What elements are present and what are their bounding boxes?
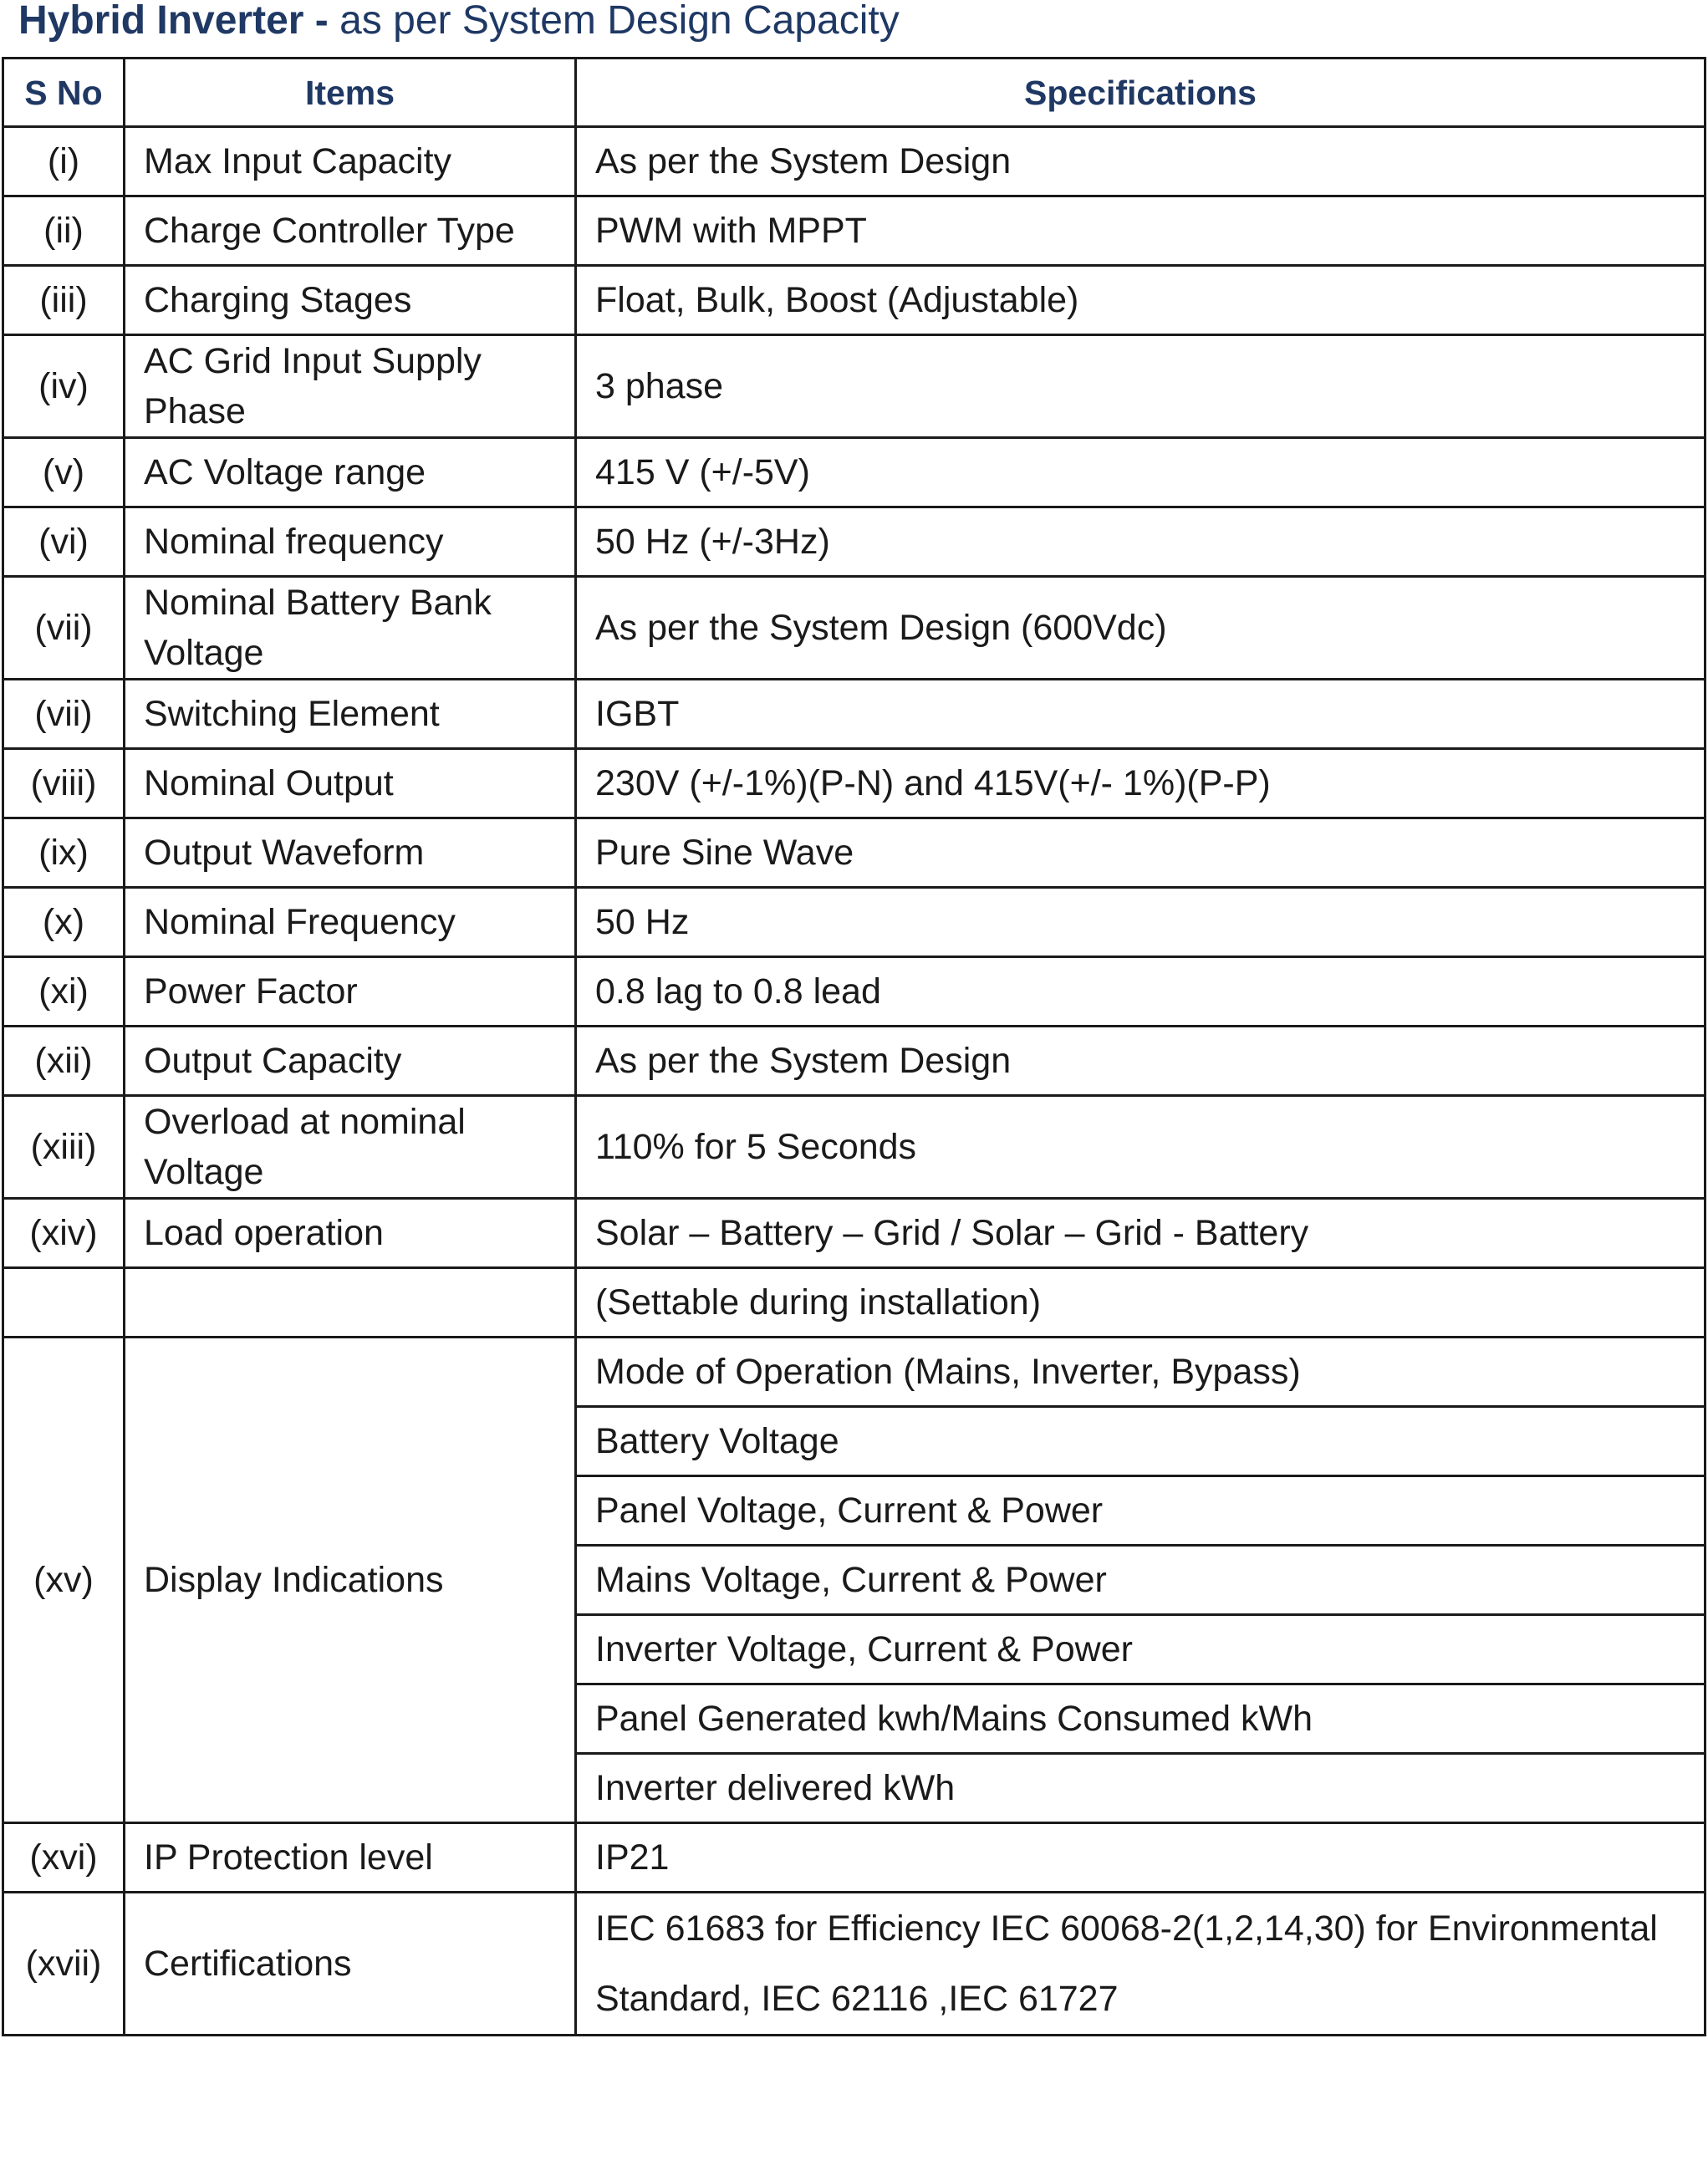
table-row <box>3 749 1705 818</box>
row-sno: (xiii) <box>3 1096 125 1199</box>
row-item: Output Capacity <box>125 1027 576 1096</box>
table-row <box>3 957 1705 1027</box>
table-row <box>3 1096 1705 1199</box>
table-row <box>3 818 1705 888</box>
table-row <box>3 507 1705 577</box>
row-spec: IEC 61683 for Efficiency IEC 60068-2(1,2,14,30) for Environmental Standard, IEC 62116 ,IEC 61727 <box>576 1893 1705 2036</box>
row-spec: 415 V (+/-5V) <box>576 438 1705 507</box>
row-spec: 50 Hz <box>576 888 1705 957</box>
title-bold: Hybrid Inverter - <box>18 0 329 43</box>
row-spec: Solar – Battery – Grid / Solar – Grid - Battery <box>576 1199 1705 1268</box>
row-spec: Inverter delivered kWh <box>576 1754 1705 1823</box>
row-sno: (x) <box>3 888 125 957</box>
table-header-row <box>3 59 1705 127</box>
header-sno: S No <box>3 59 125 127</box>
row-sno: (xvii) <box>3 1893 125 2036</box>
title-rest: as per System Design Capacity <box>328 0 900 43</box>
row-sno: (viii) <box>3 749 125 818</box>
header-specifications: Specifications <box>576 59 1705 127</box>
table-row <box>3 1823 1705 1893</box>
row-sno: (iv) <box>3 335 125 438</box>
row-item: Max Input Capacity <box>125 127 576 196</box>
table-row <box>3 1893 1705 2036</box>
table-row <box>3 1338 1705 1407</box>
row-spec: (Settable during installation) <box>576 1268 1705 1338</box>
row-spec: IP21 <box>576 1823 1705 1893</box>
row-sno: (xvi) <box>3 1823 125 1893</box>
row-spec: Battery Voltage <box>576 1407 1705 1476</box>
row-sno: (iii) <box>3 266 125 335</box>
row-item: Output Waveform <box>125 818 576 888</box>
row-item: Overload at nominal Voltage <box>125 1096 576 1199</box>
header-items: Items <box>125 59 576 127</box>
table-row <box>3 1199 1705 1268</box>
table-row <box>3 1268 1705 1338</box>
row-sno: (xv) <box>3 1338 125 1823</box>
table-row <box>3 266 1705 335</box>
row-spec: As per the System Design <box>576 1027 1705 1096</box>
row-sno: (vii) <box>3 577 125 680</box>
row-spec: Panel Generated kwh/Mains Consumed kWh <box>576 1684 1705 1754</box>
row-item: AC Grid Input Supply Phase <box>125 335 576 438</box>
table-row <box>3 127 1705 196</box>
row-spec: Mode of Operation (Mains, Inverter, Bypass) <box>576 1338 1705 1407</box>
spec-table <box>2 57 1706 2036</box>
table-row <box>3 577 1705 680</box>
table-row <box>3 888 1705 957</box>
row-sno: (ix) <box>3 818 125 888</box>
row-spec: 50 Hz (+/-3Hz) <box>576 507 1705 577</box>
row-sno: (vi) <box>3 507 125 577</box>
row-item: IP Protection level <box>125 1823 576 1893</box>
row-item: Load operation <box>125 1199 576 1268</box>
table-row <box>3 196 1705 266</box>
row-item <box>125 1268 576 1338</box>
row-spec: IGBT <box>576 680 1705 749</box>
document-title <box>18 0 900 52</box>
row-spec: 0.8 lag to 0.8 lead <box>576 957 1705 1027</box>
row-spec: Panel Voltage, Current & Power <box>576 1476 1705 1546</box>
row-spec: Pure Sine Wave <box>576 818 1705 888</box>
row-item: Charge Controller Type <box>125 196 576 266</box>
row-spec: PWM with MPPT <box>576 196 1705 266</box>
row-spec: 230V (+/-1%)(P-N) and 415V(+/- 1%)(P-P) <box>576 749 1705 818</box>
row-item: Nominal Frequency <box>125 888 576 957</box>
row-sno: (xiv) <box>3 1199 125 1268</box>
row-item: Nominal Output <box>125 749 576 818</box>
row-sno: (v) <box>3 438 125 507</box>
row-item: Display Indications <box>125 1338 576 1823</box>
row-item: Nominal Battery Bank Voltage <box>125 577 576 680</box>
row-sno: (xi) <box>3 957 125 1027</box>
row-item: AC Voltage range <box>125 438 576 507</box>
row-spec: As per the System Design (600Vdc) <box>576 577 1705 680</box>
row-item: Certifications <box>125 1893 576 2036</box>
row-spec: 3 phase <box>576 335 1705 438</box>
row-spec: As per the System Design <box>576 127 1705 196</box>
row-item: Nominal frequency <box>125 507 576 577</box>
row-sno: (xii) <box>3 1027 125 1096</box>
row-item: Charging Stages <box>125 266 576 335</box>
row-item: Power Factor <box>125 957 576 1027</box>
row-sno <box>3 1268 125 1338</box>
row-item: Switching Element <box>125 680 576 749</box>
row-spec: Mains Voltage, Current & Power <box>576 1546 1705 1615</box>
row-sno: (i) <box>3 127 125 196</box>
table-row <box>3 335 1705 438</box>
table-row <box>3 1027 1705 1096</box>
table-row <box>3 438 1705 507</box>
row-sno: (ii) <box>3 196 125 266</box>
row-spec: Inverter Voltage, Current & Power <box>576 1615 1705 1684</box>
row-spec: 110% for 5 Seconds <box>576 1096 1705 1199</box>
row-sno: (vii) <box>3 680 125 749</box>
row-spec: Float, Bulk, Boost (Adjustable) <box>576 266 1705 335</box>
table-row <box>3 680 1705 749</box>
